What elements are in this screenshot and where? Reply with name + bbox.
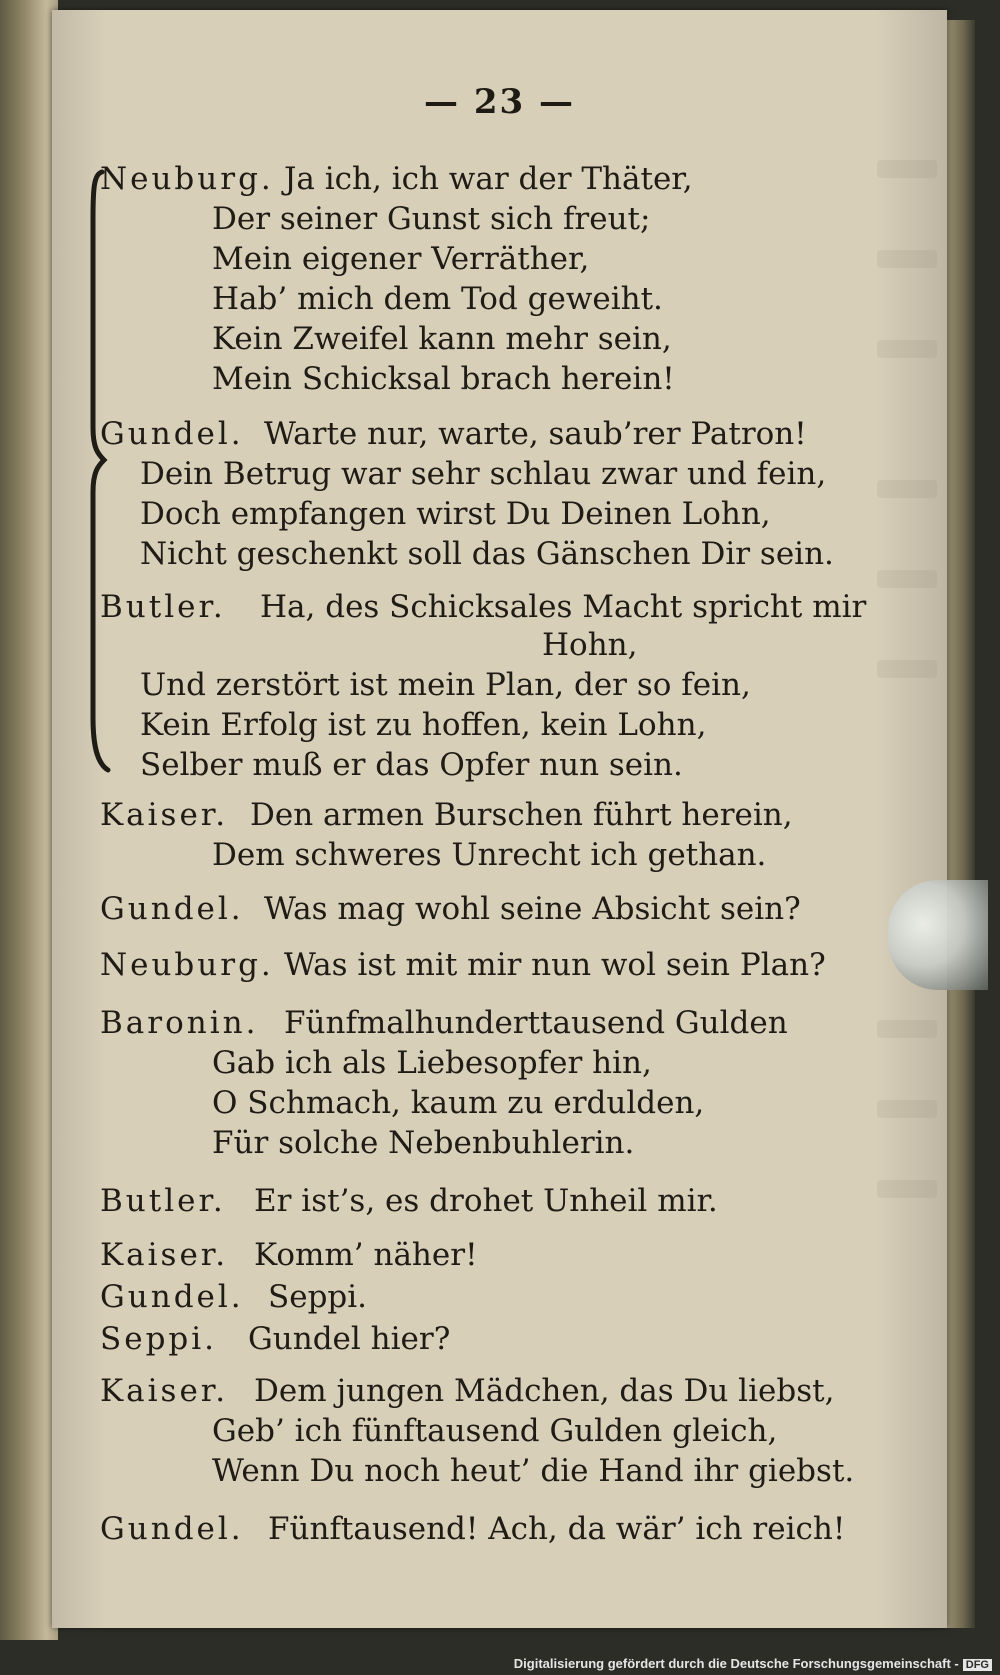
page-clip xyxy=(888,880,988,990)
verse-line: Selber muß er das Opfer nun sein. xyxy=(140,747,683,783)
verse-line: Was ist mit mir nun wol sein Plan? xyxy=(284,947,826,983)
verse-line: Den armen Burschen führt herein, xyxy=(250,797,793,833)
verse-line: Fünftausend! Ach, da wär’ ich reich! xyxy=(268,1511,846,1547)
speaker-label: Kaiser. xyxy=(100,1237,229,1273)
verse-line: Kein Erfolg ist zu hoffen, kein Lohn, xyxy=(140,707,707,743)
verse-line: Hab’ mich dem Tod geweiht. xyxy=(212,281,663,317)
speaker-label: Neuburg. xyxy=(100,161,274,197)
speaker-label: Gundel. xyxy=(100,416,244,452)
verse-line: Wenn Du noch heut’ die Hand ihr giebst. xyxy=(212,1453,855,1489)
verse-line: Was mag wohl seine Absicht sein? xyxy=(264,891,801,927)
speaker-label: Butler. xyxy=(100,1183,226,1219)
speaker-label: Gundel. xyxy=(100,1279,244,1315)
speaker-label: Gundel. xyxy=(100,1511,244,1547)
speaker-label: Baronin. xyxy=(100,1005,259,1041)
verse-line: Ja ich, ich war der Thäter, xyxy=(284,161,693,197)
verse-line: Gab ich als Liebesopfer hin, xyxy=(212,1045,652,1081)
dfg-logo: DFG xyxy=(963,1659,992,1671)
credit-text: Digitalisierung gefördert durch die Deutsche Forschungsgemeinschaft - xyxy=(513,1656,959,1671)
verse-line: Dem jungen Mädchen, das Du liebst, xyxy=(254,1373,835,1409)
verse-line: Mein eigener Verräther, xyxy=(212,241,590,277)
verse-line: Doch empfangen wirst Du Deinen Lohn, xyxy=(140,496,771,532)
verse-line: Dein Betrug war sehr schlau zwar und fein, xyxy=(140,456,827,492)
verse-line: Kein Zweifel kann mehr sein, xyxy=(212,321,672,357)
verse-line: Mein Schicksal brach herein! xyxy=(212,361,675,397)
verse-line: Nicht geschenkt soll das Gänschen Dir sein. xyxy=(140,536,834,572)
verse-line: Hohn, xyxy=(542,627,638,663)
speaker-label: Gundel. xyxy=(100,891,244,927)
verse-line: Geb’ ich fünftausend Gulden gleich, xyxy=(212,1413,778,1449)
speaker-label: Kaiser. xyxy=(100,1373,229,1409)
verse-line: Der seiner Gunst sich freut; xyxy=(212,201,651,237)
verse-line: Komm’ näher! xyxy=(254,1237,478,1273)
verse-line: Ha, des Schicksales Macht spricht mir xyxy=(260,589,867,625)
verse-line: Und zerstört ist mein Plan, der so fein, xyxy=(140,667,751,703)
verse-line: Seppi. xyxy=(268,1279,368,1315)
book-left-edge xyxy=(0,0,58,1640)
verse-line: O Schmach, kaum zu erdulden, xyxy=(212,1085,705,1121)
speaker-label: Butler. xyxy=(100,589,226,625)
verse-line: Für solche Nebenbuhlerin. xyxy=(212,1125,635,1161)
speaker-label: Seppi. xyxy=(100,1321,218,1357)
book-page xyxy=(52,10,947,1628)
digitization-credit xyxy=(514,1656,992,1671)
book-right-edge xyxy=(947,20,975,1628)
verse-line: Dem schweres Unrecht ich gethan. xyxy=(212,837,767,873)
verse-line: Fünfmalhunderttausend Gulden xyxy=(284,1005,788,1041)
page-number: — 23 — xyxy=(424,82,575,122)
verse-line: Gundel hier? xyxy=(248,1321,451,1357)
verse-line: Er ist’s, es drohet Unheil mir. xyxy=(254,1183,718,1219)
verse-line: Warte nur, warte, saub’rer Patron! xyxy=(264,416,807,452)
speaker-label: Neuburg. xyxy=(100,947,274,983)
speaker-label: Kaiser. xyxy=(100,797,229,833)
